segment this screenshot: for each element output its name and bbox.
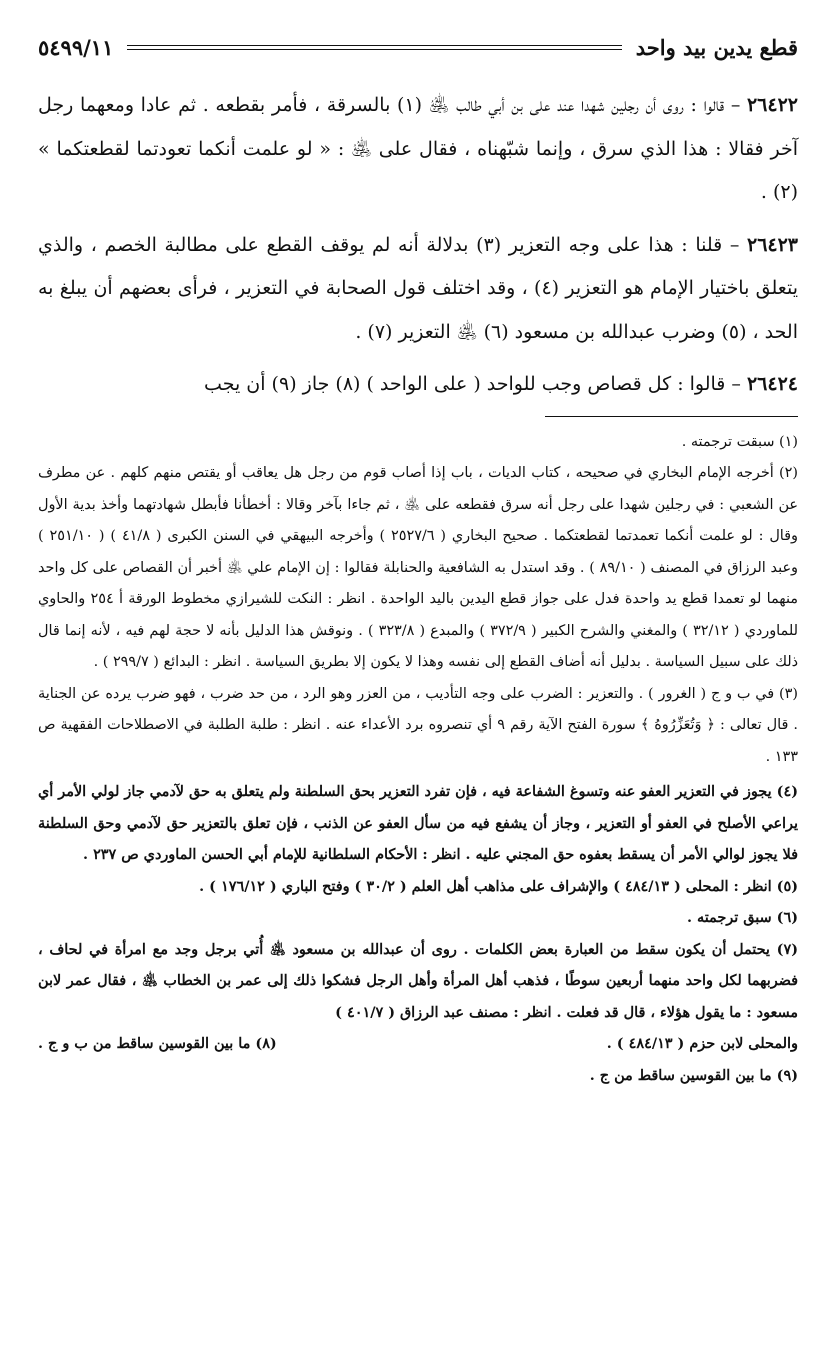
footnote-3: (٣) في ب و ج ( الغرور ) . والتعزير : الضرب على وجه التأديب ، من العزر وهو الرد ، من حد ضرب ، فهو ضرب يرده عن الجناية . قال تعالى : ﴿ وَتُعَزِّرُوهُ ﴾ سورة الفتح الآية رقم ٩ أي تنصروه برد الأعداء عنه . انظر : طلبة الطلبة في الاصطلاحات الفقهية ص ١٣٣ . (38, 685, 798, 765)
paragraph-number: ٢٦٤٢٤ (746, 373, 798, 395)
paragraph-text: – قالوا : كل قصاص وجب للواحد ( على الواحد ) (٨) جاز (٩) أن يجب (204, 373, 747, 395)
paragraph-number: ٢٦٤٢٢ (746, 94, 798, 116)
footnote-9: (٩) ما بين القوسين ساقط من ج . (589, 1066, 798, 1084)
footnote-5: (٥) انظر : المحلى ( ٤٨٤/١٣ ) والإشراف على مذاهب أهل العلم ( ٣٠/٢ ) وفتح الباري ( ١٧٦/١٢ ) . (199, 877, 798, 895)
footnote-4: (٤) يجوز في التعزير العفو عنه وتسوغ الشفاعة فيه ، فإن تفرد التعزير بحق السلطنة ولم يتعلق به حق لآدمي جاز لولي الأمر أي يراعي الأصلح في العفو أو التعزير ، وجاز أن يشفع فيه من سأل العفو عن الذنب ، فإن تعلق بالتعزير حق لآدمي وحق السلطنة فلا يجوز لوالي الأمر أن يسقط بعفوه حق المجني عليه . انظر : الأحكام السلطانية للإمام أبي الحسن الماوردي ص ٢٣٧ . (38, 783, 798, 863)
footnote-separator (545, 416, 798, 417)
footnote-2: (٢) أخرجه الإمام البخاري في صحيحه ، كتاب الديات ، باب إذا أصاب قوم من رجل هل يعاقب أو يقتص منهم كلهم . عن مطرف عن الشعبي : في رجلين شهدا على رجل أنه سرق فقطعه على ﵁ ، ثم جاءا بآخر وقالا : أخطأنا فأبطل شهادتهما وأخذ بدية الأول وقال : لو علمت أنكما تعمدتما لقطعتكما . صحيح البخاري ( ٢٥٢٧/٦ ) وأخرجه البيهقي في السنن الكبرى ( ٤١/٨ ) ( ٢٥١/١٠ ) وعبد الرزاق في المصنف ( ٨٩/١٠ ) . وقد استدل به الشافعية والحنابلة فقالوا : إن الإمام علي ﵁ أخبر أن القصاص على كل واحد منهما لو تعمدا قطع يد واحدة فدل على جواز قطع اليدين باليد الواحدة . انظر : النكت للشيرازي مخطوط الورقة أ ٢٥٤ والحاوي للماوردي ( ٣٢/١٢ ) والمغني والشرح الكبير ( ٣٧٢/٩ ) والمبدع ( ٣٢٣/٨ ) . ونوقش هذا الدليل بأنه لا حجة لهم فيه ، لأنه إنما قال ذلك على سبيل السياسة . بدليل أنه أضاف القطع إلى نفسه وهذا لا يكون إلا بطريق السياسة . انظر : البدائع ( ٢٩٩/٧ ) . (38, 465, 799, 670)
footnote-1: (١) سبقت ترجمته . (681, 433, 798, 450)
paragraph-26423 (38, 224, 798, 355)
page-header (38, 30, 798, 64)
paragraph-text: – قلنا : هذا على وجه التعزير (٣) بدلالة أنه لم يوقف القطع على مطالبة الخصم ، والذي يتعلق باختيار الإمام هو التعزير (٤) ، وقد اختلف قول الصحابة في التعزير ، فرأى بعضهم أن يبلغ به الحد ، (٥) وضرب عبدالله بن مسعود (٦) ﵁ التعزير (٧) . (38, 233, 798, 343)
footnote-7-end-and-8 (38, 1028, 798, 1060)
footnote-7-end: والمحلى لابن حزم ( ٤٨٤/١٣ ) . (606, 1035, 798, 1052)
paragraph-text: – قالوا : روى أن رجلين شهدا عند على بن أبي طالب ﵁ (١) بالسرقة ، فأمر بقطعه . ثم عادا ومعهما رجل آخر فقالا : هذا الذي سرق ، وإنما شبّهناه ، فقال على ﵁ : « لو علمت أنكما تعودتما لقطعتكما » (٢) . (38, 94, 798, 203)
paragraph-26422 (38, 84, 798, 215)
footnote-8: (٨) ما بين القوسين ساقط من ب و ج . (38, 1035, 277, 1052)
paragraph-26424 (38, 363, 798, 407)
page-number: ٥٤٩٩/١١ (38, 34, 114, 60)
footnote-6: (٦) سبق ترجمته . (686, 909, 798, 926)
main-text (38, 84, 798, 407)
footnotes (38, 427, 798, 1092)
footnote-7: (٧) يحتمل أن يكون سقط من العبارة بعض الكلمات . روى أن عبدالله بن مسعود ﵁ أُتي برجل وجد مع امرأة في لحاف ، فضربهما لكل واحد منهما أربعين سوطًا ، فذهب أهل المرأة وأهل الرجل فشكوا ذلك إلى عمر بن الخطاب ﵁ ، فقال عمر لابن مسعود : ما يقول هؤلاء ، قال قد فعلت . انظر : مصنف عبد الرزاق ( ٤٠١/٧ ) (38, 940, 798, 1021)
chapter-title: قطع يدين بيد واحد (635, 34, 798, 60)
header-rule (127, 45, 621, 50)
paragraph-number: ٢٦٤٢٣ (746, 233, 799, 256)
